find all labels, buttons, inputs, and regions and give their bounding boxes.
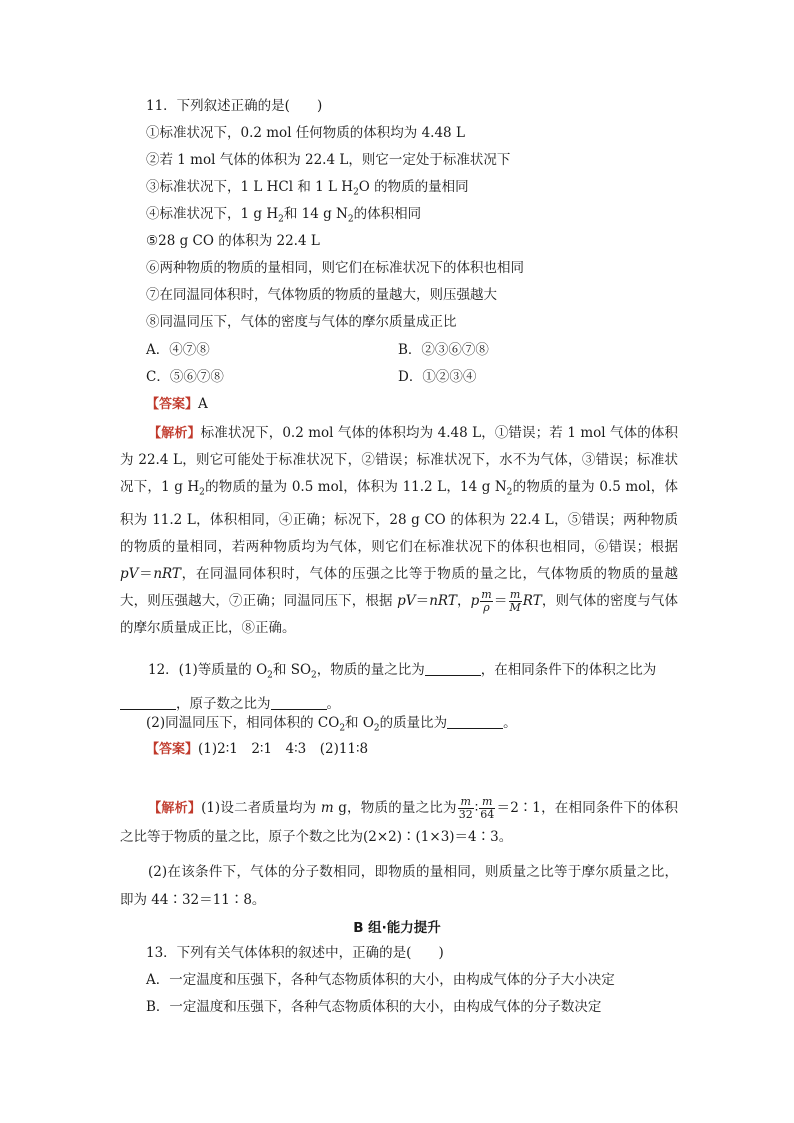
q13-stem: 13．下列有关气体体积的叙述中，正确的是( )	[146, 945, 444, 961]
q11-option-a: A．④⑦⑧	[146, 342, 210, 358]
blank-3[interactable]	[271, 695, 327, 710]
blank-1[interactable]	[425, 661, 481, 676]
blank-4[interactable]	[447, 714, 503, 729]
q11-option-b: B．②③⑥⑦⑧	[398, 342, 489, 358]
fraction-m-over-rho: $\frac{m}{\rho}$	[481, 587, 492, 614]
q11-stem: 11．下列叙述正确的是( )	[146, 98, 323, 114]
blank-2[interactable]	[120, 695, 176, 710]
q11-item-7: ⑦在同温同体积时，气体物质的物质的量越大，则压强越大	[146, 287, 497, 303]
q13-option-a: A．一定温度和压强下，各种气态物质体积的大小，由构成气体的分子大小决定	[146, 972, 615, 988]
fraction-m-over-64: $\frac{m}{64}$	[480, 795, 495, 821]
fraction-m-over-32: $\frac{m}{32}$	[458, 795, 473, 821]
q12-analysis-2: (2)在该条件下，气体的分子数相同，即物质的量相同，则质量之比等于摩尔质量之比，即为 44∶32＝11∶8。	[120, 864, 678, 908]
q11-item-6: ⑥两种物质的物质的量相同，则它们在标准状况下的体积也相同	[146, 260, 524, 276]
q11-analysis: 【解析】标准状况下，0.2 mol 气体的体积均为 4.48 L，①错误；若 1 mol 气体的体积为 22.4 L，则它可能处于标准状况下，②错误；标准状况下，水不为气体，③错误；标准状况下，1 g $H_2$的物质的量为 0.5 mol，体积为 11.2 L，14 g $N_2$的物质的量为 0.5 mol，体积为 11.2 L，体积相同，④正确；标况下，28 g CO 的体积为 22.4 L，⑤错误；两种物质的物质的量相同，若两种物质均为气体，则它们在标准状况下的体积也相同，⑥错误；根据 pV＝nRT，在同温同体积时，气体的压强之比等于物质的量之比，气体物质的物质的量越大，则压强越大，⑦正确；同温同压下，根据 pV＝nRT，p $\frac{m}{\rho}$ ＝ $\frac{m}{M}$ RT，则气体的密度与气体的摩尔质量成正比，⑧正确。	[120, 425, 679, 636]
q12-answer: 【答案】(1)2∶1 2∶1 4∶3 (2)11∶8	[146, 741, 369, 757]
q11-item-2: ②若 1 mol 气体的体积为 22.4 L，则它一定处于标准状况下	[146, 152, 511, 168]
q12-part2: (2)同温同压下，相同体积的 $CO_2$和 $O_2$的质量比为 。	[146, 715, 517, 734]
q11-answer: 【答案】A	[146, 396, 208, 412]
q11-option-d: D．①②③④	[398, 369, 477, 385]
q13-option-b: B．一定温度和压强下，各种气态物质体积的大小，由构成气体的分子数决定	[146, 999, 602, 1015]
q12-stem: 12．(1)等质量的 $O_2$和 $SO_2$，物质的量之比为 ，在相同条件下的体积之比为 ，原子数之比为 。	[120, 656, 678, 718]
q11-option-c: C．⑤⑥⑦⑧	[146, 369, 224, 385]
q11-item-3: ③标准状况下，1 L HCl 和 1 L $H_2O$ 的物质的量相同	[146, 179, 469, 198]
section-b-heading: B 组·能力提升	[353, 920, 441, 936]
q12-analysis: 【解析】(1)设二者质量均为 m g，物质的量之比为 $\frac{m}{32}$ ∶ $\frac{m}{64}$ ＝2∶1，在相同条件下的体积之比等于物质的量之比，原子个数之比为(2×2)∶(1×3)＝4∶3。	[120, 795, 678, 845]
q11-item-4: ④标准状况下，1 g $H_2$和 14 g $N_2$的体积相同	[146, 206, 422, 225]
q11-item-1: ①标准状况下，0.2 mol 任何物质的体积均为 4.48 L	[146, 125, 465, 141]
q11-item-5: ⑤28 g CO 的体积为 22.4 L	[146, 233, 320, 249]
q11-item-8: ⑧同温同压下，气体的密度与气体的摩尔质量成正比	[146, 314, 457, 330]
fraction-m-over-M: $\frac{m}{M}$	[509, 587, 521, 614]
